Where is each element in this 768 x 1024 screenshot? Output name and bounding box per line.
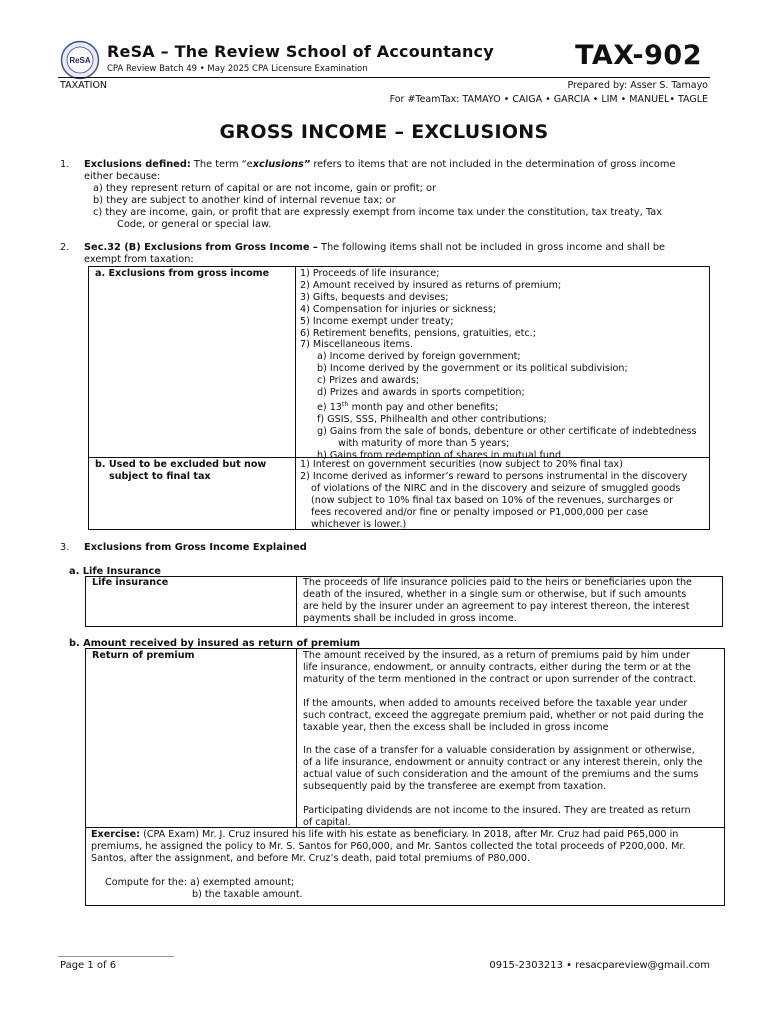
exclusion-item: 2) Amount received by insured as returns of premium; [300, 279, 562, 291]
text-line: of capital. [303, 816, 351, 828]
paragraph-gap [303, 733, 704, 745]
exercise-line-3: Santos, after the assignment, and before Mr. Cruz’s death, paid total premiums of P80,000. [91, 852, 531, 864]
text-line: maturity of the term mentioned in the contract or upon surrender of the contract. [303, 673, 696, 685]
section-1-item-b: b) they are subject to another kind of internal revenue tax; or [93, 195, 396, 206]
exclusion-item: 7) Miscellaneous items. [300, 339, 413, 351]
text-line: of a life insurance, endowment or annuity contract or any interest therein, only the [303, 757, 703, 769]
exercise-line-2: premiums, he assigned the policy to Mr. S. Santos for P60,000, and Mr. Santos collected the total proceeds of P200,000. Mr. [91, 840, 686, 852]
section-1-line2: either because: [84, 171, 161, 182]
text-line: are held by the insurer under an agreement to pay interest thereon, the interest [303, 600, 690, 612]
section-3-number: 3. [60, 542, 70, 553]
final-tax-item: of violations of the NIRC and in the discovery and seizure of smuggled goods [311, 482, 681, 494]
misc-item-e-sup: th [341, 399, 349, 408]
return-of-premium-key: Return of premium [92, 650, 195, 661]
misc-item: h) Gains from redemption of shares in mutual fund. [317, 449, 565, 461]
paragraph-gap [91, 865, 686, 877]
return-of-premium-text [303, 650, 704, 829]
exclusion-item: 1) Proceeds of life insurance; [300, 268, 440, 279]
paragraph-gap [303, 793, 704, 805]
final-tax-item: (now subject to 10% final tax based on 10% of the revenues, surcharges or [311, 494, 674, 506]
exclusions-table-divider [295, 266, 296, 529]
exclusions-row2-list [300, 459, 687, 530]
exclusion-item: 6) Retirement benefits, pensions, gratuities, etc.; [300, 327, 536, 339]
section-2-number: 2. [60, 242, 70, 253]
return-of-premium-divider [296, 648, 297, 828]
misc-item-e-pre: e) 13 [317, 402, 342, 414]
life-insurance-divider [296, 576, 297, 626]
section-1-item-c-cont: Code, or general or special law. [117, 219, 272, 230]
page-number: Page 1 of 6 [60, 960, 117, 971]
exercise-block [91, 829, 686, 901]
brand-name: ReSA – The Review School of Accountancy [107, 42, 494, 61]
prepared-by: Prepared by: Asser S. Tamayo [567, 80, 708, 91]
text-line: The proceeds of life insurance policies paid to the heirs or beneficiaries upon the [303, 577, 692, 588]
exclusions-row2-header [95, 459, 266, 483]
misc-item: g) Gains from the sale of bonds, debenture or other certificate of indebtedness [317, 425, 697, 437]
exclusions-row2-header-line2: subject to final tax [109, 470, 211, 482]
misc-item-13th-month [300, 399, 697, 414]
page-title: GROSS INCOME – EXCLUSIONS [219, 121, 549, 143]
text-line: taxable year, then the excess shall be included in gross income [303, 721, 609, 733]
exclusions-row1-header: a. Exclusions from gross income [95, 268, 270, 279]
text-line: such contract, exceed the aggregate premium paid, whether or not paid during the [303, 709, 704, 721]
text-line: payments shall be included in gross income. [303, 612, 517, 624]
final-tax-item: 2) Income derived as informer’s reward to persons instrumental in the discovery [300, 470, 688, 482]
section-1-term: xclusions” [252, 159, 311, 170]
text-line: Participating dividends are not income to the insured. They are treated as return [303, 805, 691, 817]
subsection-b-heading: b. Amount received by insured as return of premium [69, 638, 361, 649]
section-1-post: refers to items that are not included in the determination of gross income [310, 159, 676, 170]
section-3-heading: Exclusions from Gross Income Explained [84, 542, 307, 553]
resa-logo-icon [60, 40, 100, 80]
misc-item: b) Income derived by the government or its political subdivision; [317, 363, 628, 375]
misc-item-e-post: month pay and other benefits; [348, 402, 499, 414]
text-line: If the amounts, when added to amounts received before the taxable year under [303, 697, 688, 709]
text-line: In the case of a transfer for a valuable consideration by assignment or otherwise, [303, 745, 695, 757]
team-line: For #TeamTax: TAMAYO • CAIGA • GARCIA • LIM • MANUEL• TAGLE [389, 94, 708, 105]
exercise-text: (CPA Exam) Mr. J. Cruz insured his life with his estate as beneficiary. In 2018, after Mr. Cruz had paid P65,000 in [140, 829, 679, 840]
exercise-line-1 [91, 829, 686, 841]
section-2-heading [84, 242, 665, 254]
section-2-rest: The following items shall not be included in gross income and shall be [317, 242, 666, 253]
header-rule [58, 77, 710, 78]
text-line: subsequently paid by the transferee are exempt from taxation. [303, 781, 607, 793]
section-1-label: Exclusions defined: [84, 159, 191, 170]
misc-item: c) Prizes and awards; [317, 375, 420, 387]
subsection-a-heading: a. Life Insurance [69, 566, 161, 577]
review-batch-line: CPA Review Batch 49 • May 2025 CPA Licensure Examination [107, 64, 368, 74]
section-1-item-c: c) they are income, gain, or profit that are expressly exempt from income tax under the constitution, tax treaty, Tax [93, 207, 663, 218]
section-1-item-a: a) they represent return of capital or are not income, gain or profit; or [93, 183, 437, 194]
section-1-number: 1. [60, 159, 70, 170]
exclusion-item: 4) Compensation for injuries or sickness; [300, 303, 497, 315]
misc-item: d) Prizes and awards in sports competition; [317, 387, 525, 399]
life-insurance-text [303, 577, 692, 625]
final-tax-item: 1) Interest on government securities (now subject to 20% final tax) [300, 459, 623, 470]
section-1-heading [84, 159, 676, 171]
section-2-line2: exempt from taxation: [84, 254, 194, 265]
exercise-question-b: b) the taxable amount. [192, 888, 303, 900]
text-line: actual value of such consideration and the amount of the premiums and the sums [303, 769, 699, 781]
exclusions-row2-header-line1: b. Used to be excluded but now [95, 459, 267, 470]
final-tax-item: fees recovered and/or fine or penalty imposed or P1,000,000 per case [311, 506, 649, 518]
contact-info: 0915-2303213 • resacpareview@gmail.com [489, 960, 710, 971]
final-tax-item: whichever is lower.) [311, 518, 407, 530]
text-line: The amount received by the insured, as a return of premiums paid by him under [303, 650, 690, 661]
section-2-label: Sec.32 (B) Exclusions from Gross Income – [84, 242, 318, 253]
misc-item: a) Income derived by foreign government; [317, 351, 521, 363]
section-1-pre: The term “e [190, 159, 253, 170]
exclusion-item: 5) Income exempt under treaty; [300, 315, 454, 327]
life-insurance-key: Life insurance [92, 577, 169, 588]
paragraph-gap [303, 686, 704, 698]
footer-rule [58, 956, 174, 957]
exclusion-item: 3) Gifts, bequests and devises; [300, 291, 449, 303]
subject-label: TAXATION [60, 80, 108, 91]
document-code: TAX-902 [575, 40, 702, 71]
exercise-label: Exercise: [91, 829, 141, 840]
misc-item: f) GSIS, SSS, Philhealth and other contributions; [317, 414, 547, 426]
text-line: life insurance, endowment, or annuity contracts, either during the term or at the [303, 661, 691, 673]
exclusions-row1-list [300, 268, 697, 462]
svg-text:ReSA: ReSA [69, 56, 91, 65]
misc-item: with maturity of more than 5 years; [338, 437, 510, 449]
exercise-question-a: Compute for the: a) exempted amount; [105, 876, 295, 888]
text-line: death of the insured, whether in a single sum or otherwise, but if such amounts [303, 588, 687, 600]
